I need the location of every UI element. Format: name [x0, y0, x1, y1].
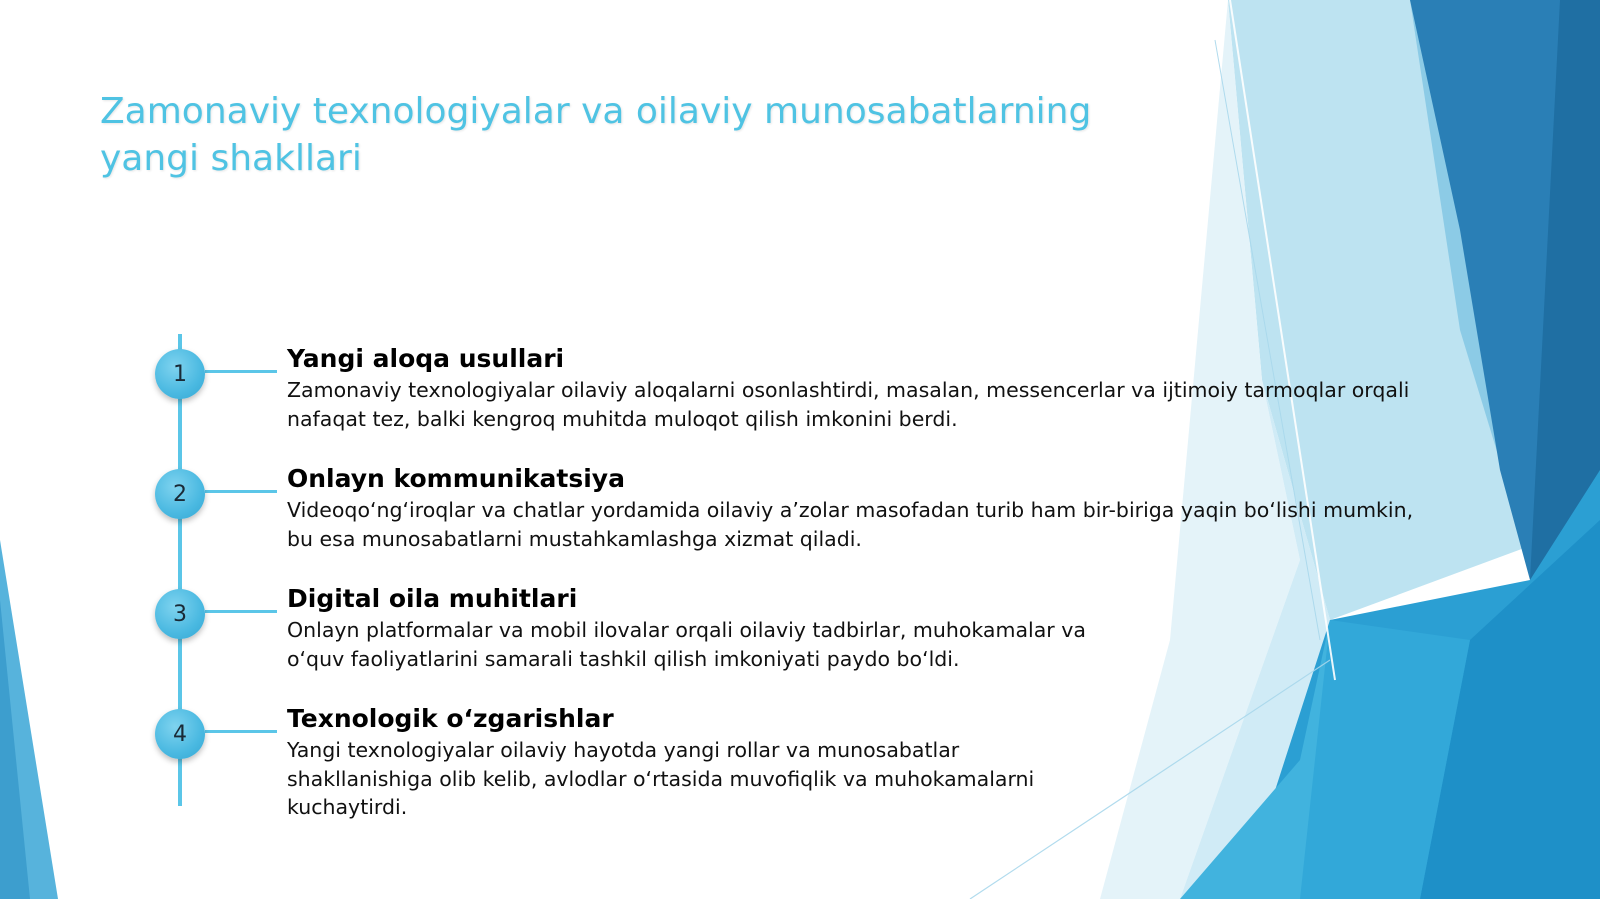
timeline-connector: [205, 730, 277, 733]
item-heading: Yangi aloqa usullari: [287, 344, 565, 373]
item-description: Videoqo‘ng‘iroqlar va chatlar yordamida oilaviy a’zolar masofadan turib ham bir-biriga yaqin bo‘lishi mumkin, bu esa munosabatlarni mustahkamlashga xizmat qiladi.: [287, 498, 1414, 551]
step-marker-2: 2: [155, 469, 205, 519]
item-heading: Texnologik o‘zgarishlar: [287, 704, 614, 733]
timeline-connector: [205, 370, 277, 373]
timeline-item-4: [287, 702, 1107, 822]
timeline-item-1: [287, 342, 1437, 433]
item-heading: Digital oila muhitlari: [287, 584, 578, 613]
slide-title: Zamonaviy texnologiyalar va oilaviy munosabatlarning yangi shakllari: [100, 91, 1092, 179]
item-description: Onlayn platformalar va mobil ilovalar orqali oilaviy tadbirlar, muhokamalar va o‘quv faoliyatlarini samarali tashkil qilish imkoniyati paydo bo‘ldi.: [287, 618, 1086, 671]
item-description: Zamonaviy texnologiyalar oilaviy aloqalarni osonlashtirdi, masalan, messencerlar va ijtimoiy tarmoqlar orqali nafaqat tez, balki kengroq muhitda muloqot qilish imkonini berdi.: [287, 378, 1410, 431]
timeline-connector: [205, 490, 277, 493]
item-description: Yangi texnologiyalar oilaviy hayotda yangi rollar va munosabatlar shakllanishiga olib kelib, avlodlar o‘rtasida muvofiqlik va muhokamalarni kuchaytirdi.: [287, 738, 1035, 819]
item-heading: Onlayn kommunikatsiya: [287, 464, 625, 493]
step-marker-1: 1: [155, 349, 205, 399]
timeline-connector: [205, 610, 277, 613]
timeline-item-2: [287, 462, 1437, 553]
step-marker-3: 3: [155, 589, 205, 639]
step-marker-4: 4: [155, 709, 205, 759]
timeline-item-3: [287, 582, 1117, 673]
